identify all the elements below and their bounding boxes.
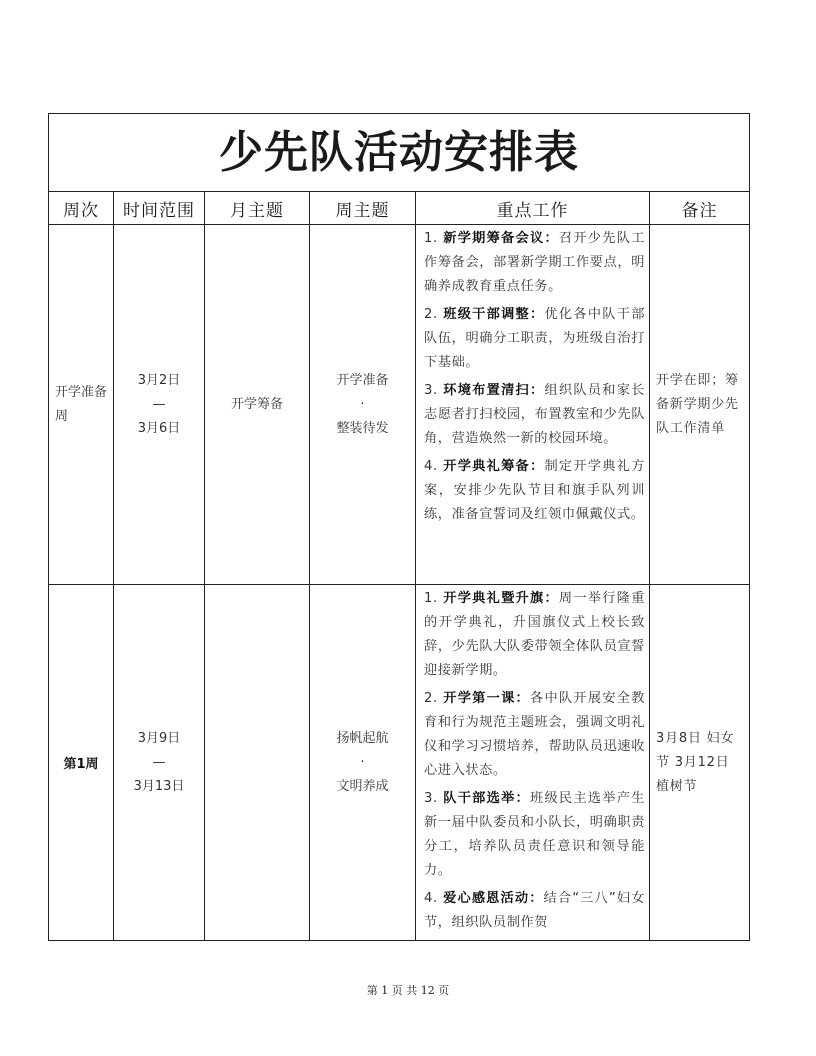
header-row	[49, 192, 750, 225]
note-text: 3月8日 妇女节 3月12日 植树节	[656, 730, 735, 794]
notes-cell	[650, 225, 750, 585]
note-text: 开学在即；筹备新学期少先队工作清单	[656, 372, 739, 436]
page-footer: 第 1 页 共 12 页	[366, 984, 450, 997]
key-work-cell	[416, 225, 650, 585]
week-theme-part-b: 整装待发	[336, 420, 389, 436]
page-title: 少先队活动安排表	[219, 127, 580, 178]
week-label: 开学准备周	[55, 384, 108, 424]
table-row	[49, 225, 750, 585]
month-theme-cell	[205, 225, 310, 585]
week-cell	[49, 225, 114, 585]
header-key-work: 重点工作	[416, 192, 650, 225]
work-item: 3. 环境布置清扫：组织队员和家长志愿者打扫校园，布置教室和少先队角，营造焕然一新的校园环境。	[424, 383, 646, 446]
date-range-cell	[114, 225, 205, 585]
date-separator: —	[152, 396, 166, 412]
header-week-theme: 周主题	[310, 192, 416, 225]
header-date-range: 时间范围	[114, 192, 205, 225]
work-item: 2. 开学第一课：各中队开展安全教育和行为规范主题班会，强调文明礼仪和学习习惯培养，帮助队员迅速收心进入状态。	[424, 691, 645, 778]
key-work-cell	[416, 585, 650, 941]
notes-cell	[650, 585, 750, 941]
week-theme-dot: ·	[360, 396, 365, 412]
work-item: 4. 爱心感恩活动：结合“三八”妇女节，组织队员制作贺	[424, 891, 646, 930]
date-range-cell	[114, 585, 205, 941]
month-theme-cell	[205, 585, 310, 941]
date-end: 3月13日	[133, 778, 185, 794]
work-item: 2. 班级干部调整：优化各中队干部队伍，明确分工职责，为班级自治打下基础。	[424, 307, 646, 370]
work-item: 3. 队干部选举：班级民主选举产生新一届中队委员和小队长，明确职责分工，培养队员责任意识和领导能力。	[424, 791, 645, 878]
title-cell	[49, 114, 750, 192]
header-month-theme: 月主题	[205, 192, 310, 225]
month-theme: 开学筹备	[230, 396, 283, 412]
header-notes: 备注	[650, 192, 750, 225]
date-end: 3月6日	[137, 420, 181, 436]
work-item: 1. 新学期筹备会议：召开少先队工作筹备会，部署新学期工作要点，明确养成教育重点任务。	[424, 231, 645, 294]
week-theme-dot: ·	[360, 754, 365, 770]
week-label: 第1周	[63, 757, 99, 772]
week-theme-cell	[310, 225, 416, 585]
week-cell	[49, 585, 114, 941]
date-start: 3月9日	[137, 730, 181, 746]
table-row	[49, 585, 750, 941]
week-theme-part-a: 扬帆起航	[336, 730, 389, 746]
date-start: 3月2日	[137, 372, 181, 388]
header-week: 周次	[49, 192, 114, 225]
date-separator: —	[152, 754, 166, 770]
week-theme-part-a: 开学准备	[336, 372, 389, 388]
work-item: 4. 开学典礼筹备：制定开学典礼方案，安排少先队节目和旗手队列训练，准备宣誓词及红领巾佩戴仪式。	[424, 459, 646, 522]
week-theme-part-b: 文明养成	[336, 778, 389, 794]
week-theme-cell	[310, 585, 416, 941]
work-item: 1. 开学典礼暨升旗：周一举行隆重的开学典礼，升国旗仪式上校长致辞，少先队大队委带领全体队员宣誓迎接新学期。	[424, 591, 645, 678]
activity-schedule-table	[48, 113, 750, 941]
